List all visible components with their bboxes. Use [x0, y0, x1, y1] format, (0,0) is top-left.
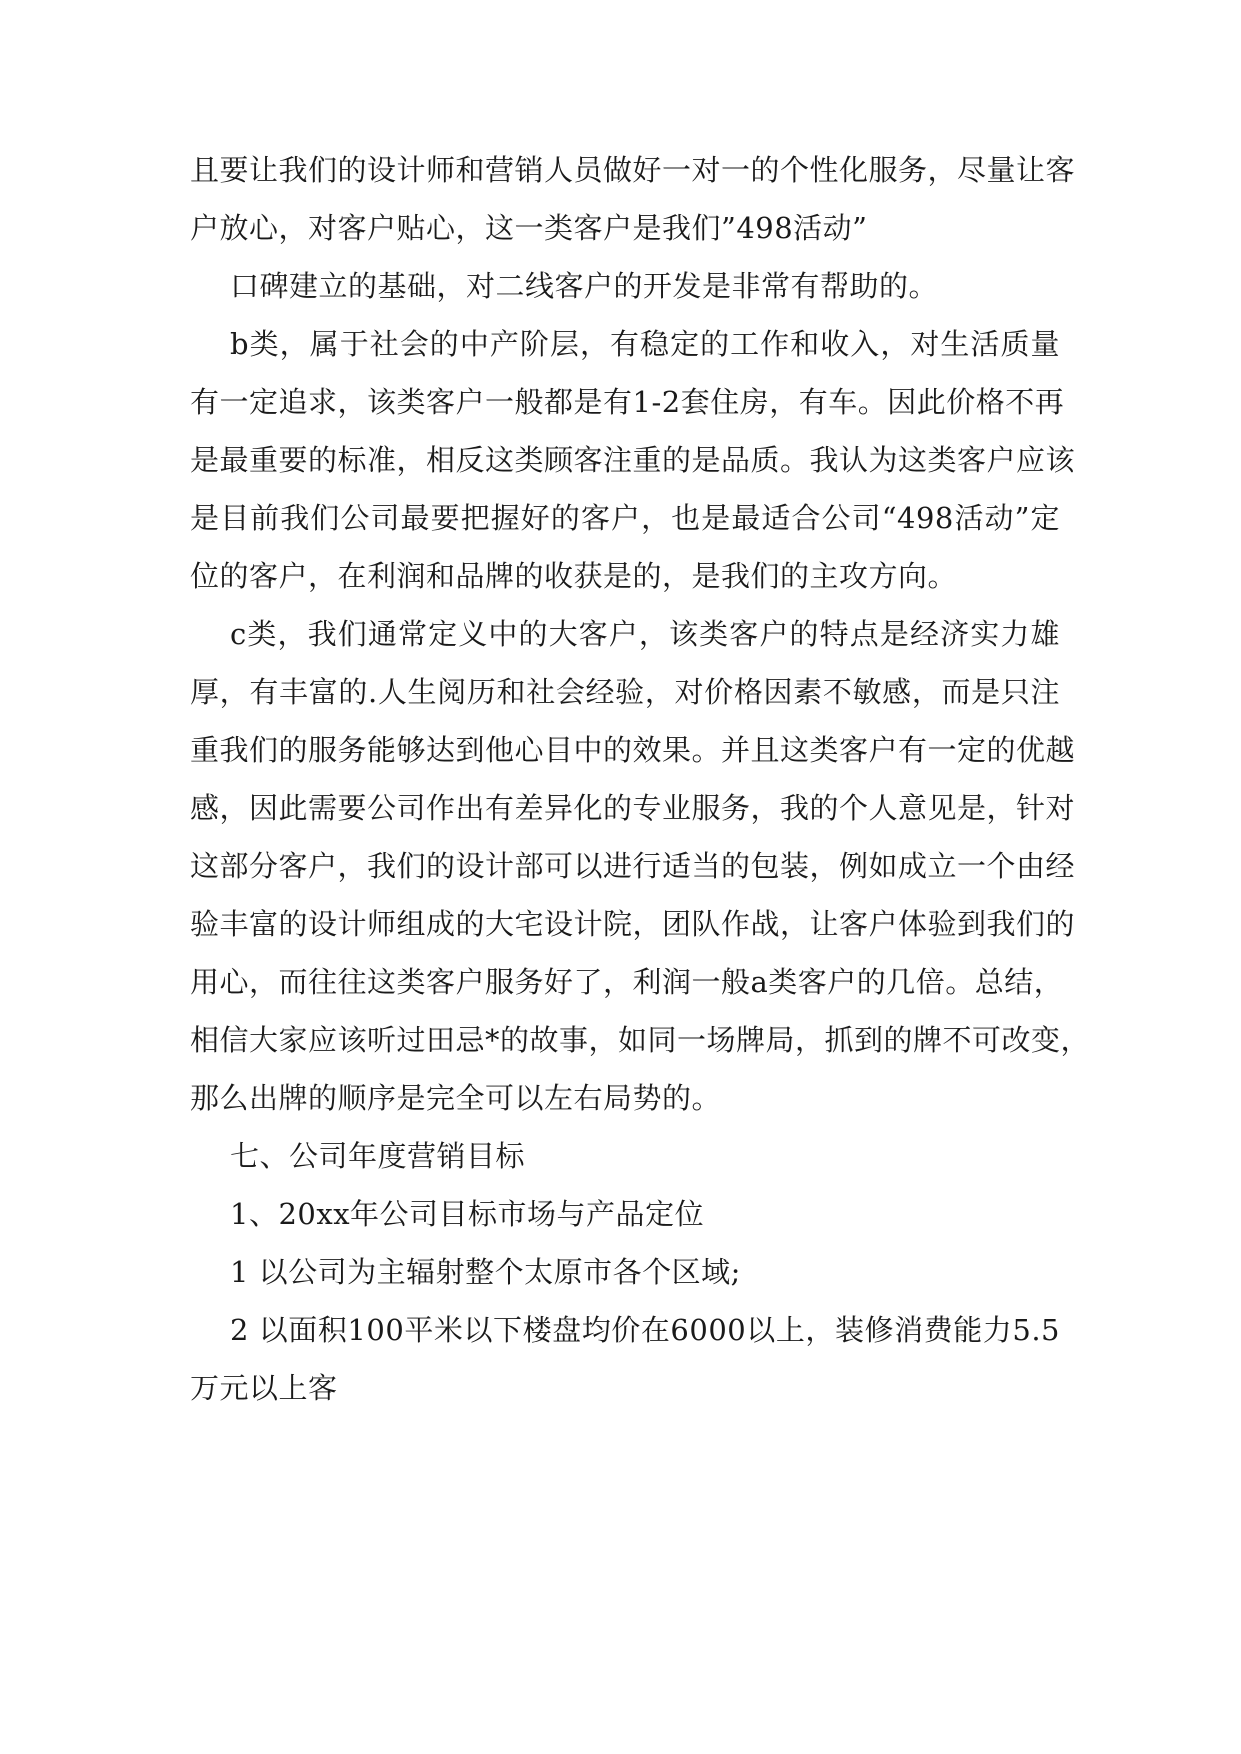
text-line-15: 用心，而往往这类客户服务好了，利润一般a类客户的几倍。总结， — [190, 965, 1064, 999]
list-item-1: 1 以公司为主辐射整个太原市各个区域; — [230, 1255, 741, 1289]
text-line-10: 厚，有丰富的.人生阅历和社会经验，对价格因素不敏感，而是只注 — [190, 675, 1060, 709]
text-line-12: 感，因此需要公司作出有差异化的专业服务，我的个人意见是，针对 — [190, 791, 1076, 825]
subsection-heading: 1、20xx年公司目标市场与产品定位 — [230, 1197, 705, 1231]
text-line-2: 户放心，对客户贴心，这一类客户是我们”498活动” — [190, 211, 868, 245]
text-line-14: 验丰富的设计师组成的大宅设计院，团队作战，让客户体验到我们的 — [190, 907, 1076, 941]
text-line-3: 口碑建立的基础，对二线客户的开发是非常有帮助的。 — [230, 269, 939, 303]
text-line-5: 有一定追求，该类客户一般都是有1-2套住房，有车。因此价格不再 — [190, 385, 1065, 419]
text-line-13: 这部分客户，我们的设计部可以进行适当的包装，例如成立一个由经 — [190, 849, 1076, 883]
text-line-16: 相信大家应该听过田忌*的故事，如同一场牌局，抓到的牌不可改变， — [190, 1023, 1091, 1057]
list-item-2-continued: 万元以上客 — [190, 1371, 338, 1405]
text-line-9: c类，我们通常定义中的大客户，该类客户的特点是经济实力雄 — [230, 617, 1060, 651]
text-line-4: b类，属于社会的中产阶层，有稳定的工作和收入，对生活质量 — [230, 327, 1060, 361]
text-line-11: 重我们的服务能够达到他心目中的效果。并且这类客户有一定的优越 — [190, 733, 1076, 767]
text-line-17: 那么出牌的顺序是完全可以左右局势的。 — [190, 1081, 722, 1115]
text-line-7: 是目前我们公司最要把握好的客户，也是最适合公司“498活动”定 — [190, 501, 1060, 535]
text-line-1: 且要让我们的设计师和营销人员做好一对一的个性化服务，尽量让客 — [190, 153, 1076, 187]
text-line-8: 位的客户，在利润和品牌的收获是的，是我们的主攻方向。 — [190, 559, 958, 593]
text-line-6: 是最重要的标准，相反这类顾客注重的是品质。我认为这类客户应该 — [190, 443, 1076, 477]
list-item-2: 2 以面积100平米以下楼盘均价在6000以上，装修消费能力5.5 — [230, 1313, 1060, 1347]
section-heading: 七、公司年度营销目标 — [230, 1139, 526, 1173]
